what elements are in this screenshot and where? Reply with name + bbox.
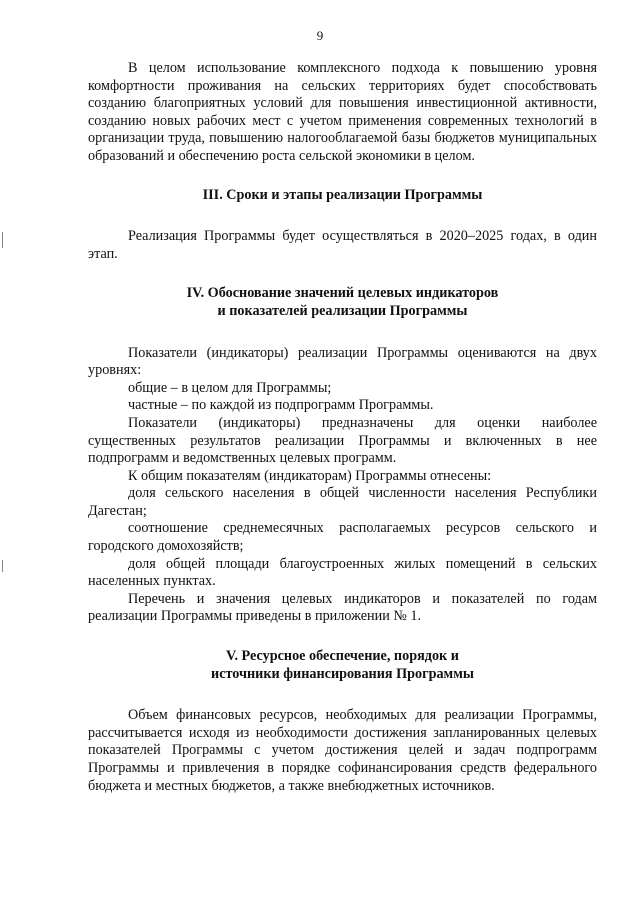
intro-paragraph: В целом использование комплексного подхода к повышению уровня комфортности проживания на сельских территориях будет способствовать созданию благоприятных условий для повышения инвестиционной активности, созданию новых рабочих мест с учетом применения современных технологий в организации труда, повышению налогооблагаемой базы бюджетов муниципальных образований и обеспечению роста сельской экономики в целом. <box>88 60 597 164</box>
section-5-heading-line2: источники финансирования Программы <box>211 665 474 682</box>
section-5-heading <box>88 648 597 683</box>
scan-edge-mark <box>2 560 3 572</box>
section-4-heading-line2: и показателей реализации Программы <box>217 302 468 319</box>
section-3-heading: III. Сроки и этапы реализации Программы <box>202 186 483 203</box>
section-4-paragraph-general-indicators: К общим показателям (индикаторам) Программы отнесены: <box>128 467 492 484</box>
level-item-general: общие – в целом для Программы; <box>128 379 332 396</box>
indicator-item: доля общей площади благоустроенных жилых помещений в сельских населенных пунктах. <box>88 555 597 590</box>
document-body <box>88 60 597 795</box>
scan-edge-mark <box>2 232 3 248</box>
section-4-paragraph-levels: Показатели (индикаторы) реализации Программы оцениваются на двух уровнях: <box>88 344 597 379</box>
level-item-private: частные – по каждой из подпрограмм Программы. <box>128 397 434 414</box>
section-3-text: Реализация Программы будет осуществляться в 2020–2025 годах, в один этап. <box>88 228 597 262</box>
page-number: 9 <box>316 28 324 43</box>
section-4-paragraph-appendix: Перечень и значения целевых индикаторов и показателей по годам реализации Программы приведены в приложении № 1. <box>88 590 597 625</box>
section-4-heading-line1: IV. Обоснование значений целевых индикаторов <box>186 285 499 302</box>
section-4-heading <box>88 285 597 320</box>
section-5-heading-line1: V. Ресурсное обеспечение, порядок и <box>226 648 459 665</box>
indicator-item: доля сельского населения в общей численности населения Республики Дагестан; <box>88 485 597 519</box>
section-4-paragraph-purpose: Показатели (индикаторы) предназначены для оценки наиболее существенных результатов реализации Программы и включенных в нее подпрограмм и ведомственных целевых программ. <box>88 414 597 467</box>
section-5-text: Объем финансовых ресурсов, необходимых для реализации Программы, рассчитывается исходя из необходимости достижения запланированных целевых показателей Программы с учетом достижения целей и задач подпрограмм Программы и привлечения в порядке софинансирования средств федерального бюджета и местных бюджетов, а также внебюджетных источников. <box>88 707 597 794</box>
indicator-item: соотношение среднемесячных располагаемых ресурсов сельского и городского домохозяйств; <box>88 520 597 555</box>
